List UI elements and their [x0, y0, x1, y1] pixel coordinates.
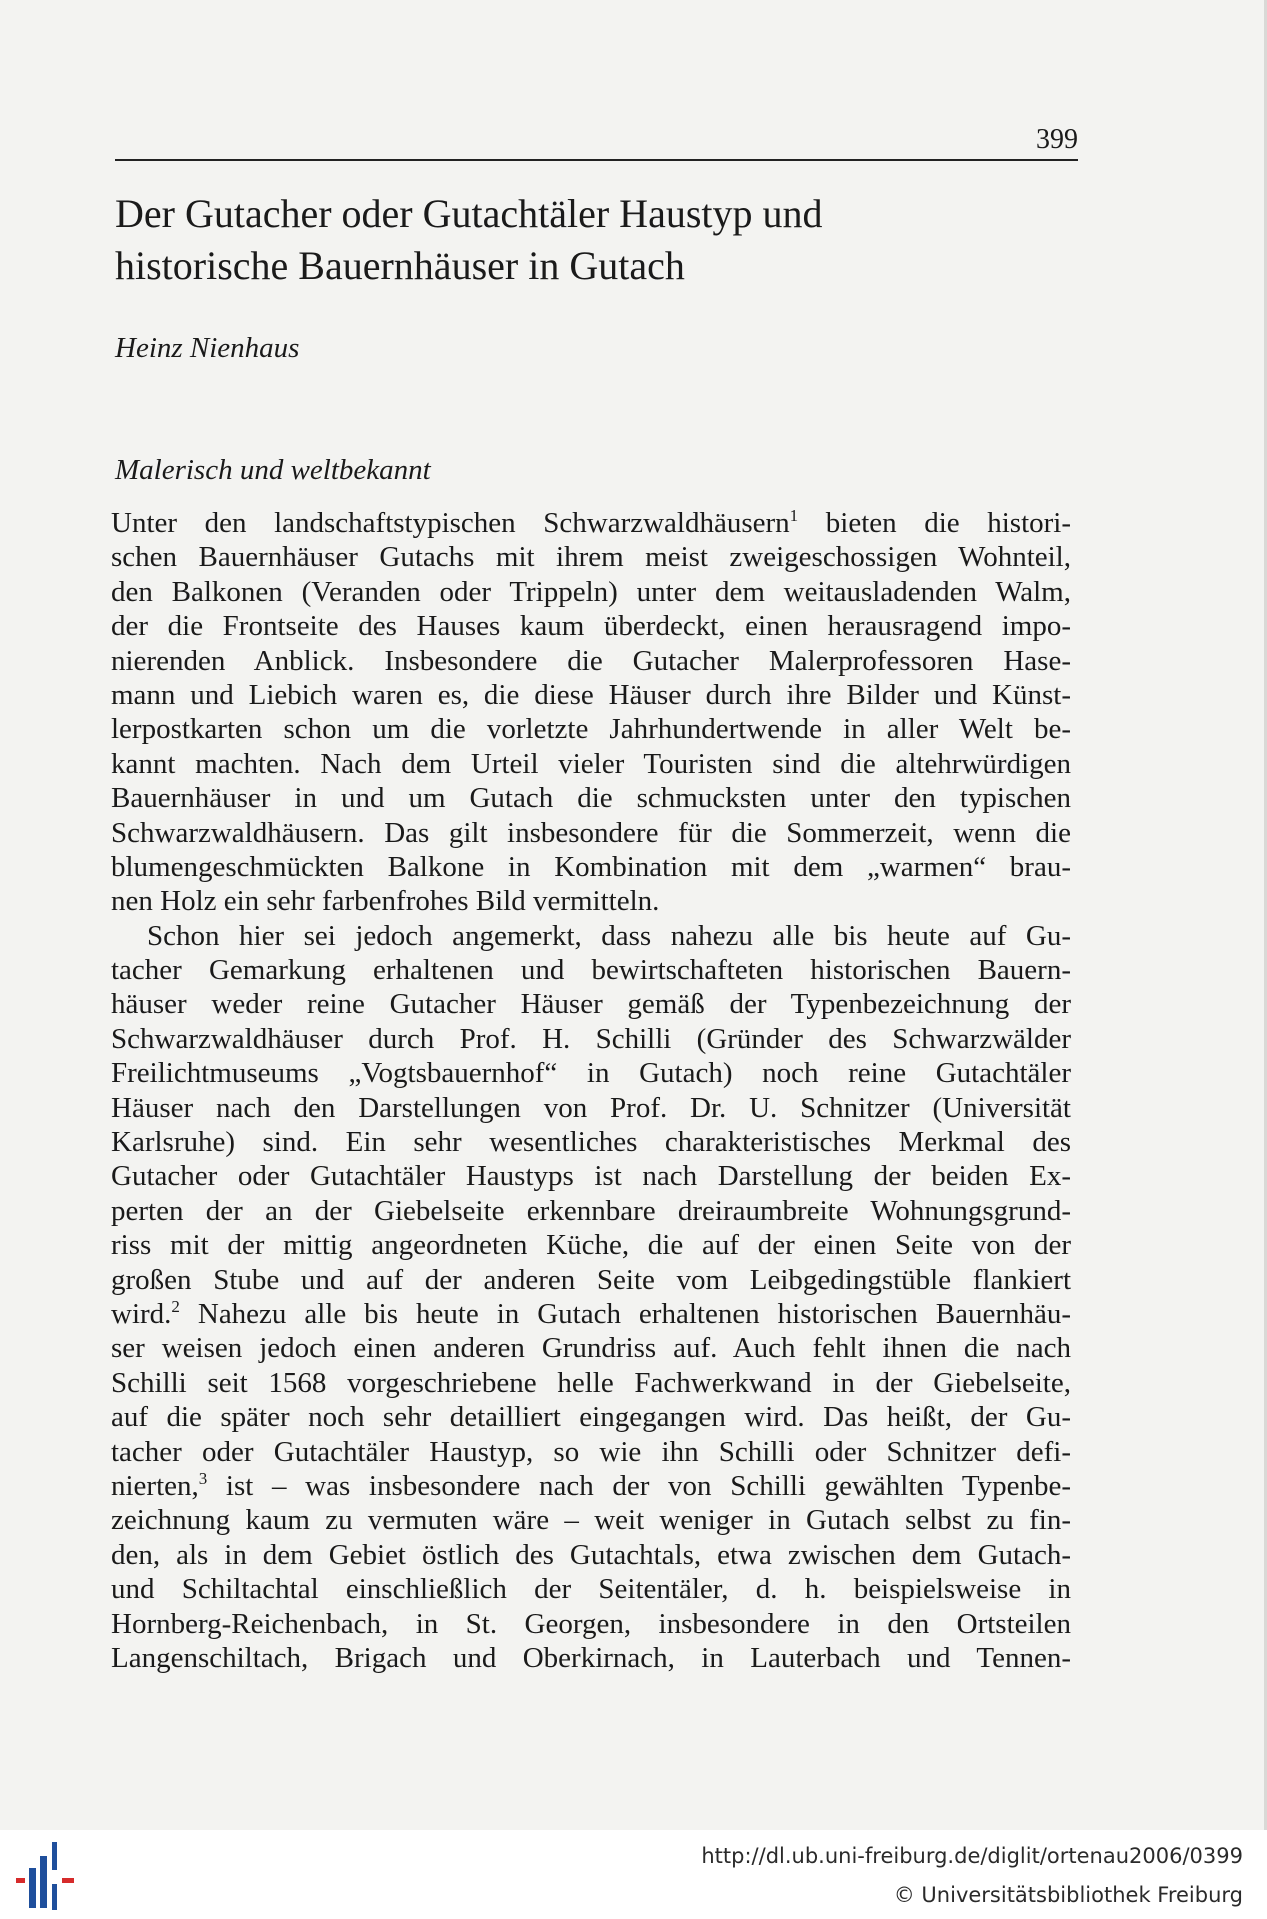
- text-line: blumengeschmückten Balkone in Kombination mit dem „warmen“ brau-: [111, 850, 1071, 883]
- footnote-marker[interactable]: 3: [198, 1468, 208, 1488]
- header-rule: [115, 159, 1078, 161]
- text-line: Langenschiltach, Brigach und Oberkirnach, in Lauterbach und Tennen-: [111, 1641, 1071, 1674]
- source-url-link[interactable]: http://dl.ub.uni-freiburg.de/diglit/ortenau2006/0399: [701, 1844, 1243, 1868]
- section-heading: Malerisch und weltbekannt: [115, 454, 431, 486]
- article-title-line-2: historische Bauernhäuser in Gutach: [115, 243, 685, 288]
- text-line-segment: nierten,: [111, 1469, 199, 1502]
- text-line: den Balkonen (Veranden oder Trippeln) unter dem weitausladenden Walm,: [111, 575, 1071, 608]
- author-name: Heinz Nienhaus: [115, 332, 300, 364]
- body-text: [111, 506, 1071, 1675]
- text-line: Schilli seit 1568 vorgeschriebene helle Fachwerkwand in der Giebelseite,: [111, 1366, 1071, 1399]
- text-line: tacher Gemarkung erhaltenen und bewirtschafteten historischen Bauern-: [111, 954, 1071, 987]
- text-line: ser weisen jedoch einen anderen Grundriss auf. Auch fehlt ihnen die nach: [111, 1332, 1071, 1365]
- text-line: der die Frontseite des Hauses kaum überdeckt, einen herausragend impo-: [111, 610, 1071, 643]
- text-line: Schwarzwaldhäusern. Das gilt insbesondere für die Sommerzeit, wenn die: [111, 816, 1071, 849]
- text-line: großen Stube und auf der anderen Seite vom Leibgedingstüble flankiert: [111, 1263, 1071, 1296]
- text-line: perten der an der Giebelseite erkennbare dreiraumbreite Wohnungsgrund-: [111, 1194, 1071, 1227]
- text-line: lerpostkarten schon um die vorletzte Jahrhundertwende in aller Welt be-: [111, 713, 1071, 746]
- text-line: Schon hier sei jedoch angemerkt, dass nahezu alle bis heute auf Gu-: [147, 919, 1071, 952]
- text-line-segment: ist – was insbesondere nach der von Schilli gewählten Typenbe-: [207, 1469, 1071, 1502]
- text-line: zeichnung kaum zu vermuten wäre – weit weniger in Gutach selbst zu fin-: [111, 1504, 1071, 1537]
- text-line: häuser weder reine Gutacher Häuser gemäß der Typenbezeichnung der: [111, 988, 1071, 1021]
- text-line: mann und Liebich waren es, die diese Häuser durch ihre Bilder und Künst-: [111, 678, 1071, 711]
- footnote-marker[interactable]: 1: [789, 506, 799, 525]
- text-line: tacher oder Gutachtäler Haustyp, so wie ihn Schilli oder Schnitzer defi-: [111, 1435, 1071, 1468]
- text-line: [111, 506, 1071, 540]
- text-line: Gutacher oder Gutachtäler Haustyps ist nach Darstellung der beiden Ex-: [111, 1160, 1071, 1193]
- text-line: Freilichtmuseums „Vogtsbauernhof“ in Gutach) noch reine Gutachtäler: [111, 1057, 1071, 1090]
- text-line: schen Bauernhäuser Gutachs mit ihrem meist zweigeschossigen Wohnteil,: [111, 541, 1071, 574]
- text-line: auf die später noch sehr detailliert eingegangen wird. Das heißt, der Gu-: [111, 1401, 1071, 1434]
- text-line-segment: bieten die histori-: [798, 507, 1071, 539]
- text-line: [111, 1297, 1071, 1331]
- text-line: nierenden Anblick. Insbesondere die Gutacher Malerprofessoren Hase-: [111, 644, 1071, 677]
- article-title: [115, 188, 1055, 292]
- text-line: kannt machten. Nach dem Urteil vieler Touristen sind die altehrwürdigen: [111, 747, 1071, 780]
- text-line-segment: wird.: [111, 1297, 172, 1330]
- text-line: Häuser nach den Darstellungen von Prof. Dr. U. Schnitzer (Universität: [111, 1091, 1071, 1124]
- article-title-line-1: Der Gutacher oder Gutachtäler Haustyp und: [115, 191, 823, 236]
- ub-freiburg-logo-icon[interactable]: [14, 1840, 78, 1912]
- footnote-marker[interactable]: 2: [171, 1296, 180, 1316]
- text-line: riss mit der mittig angeordneten Küche, die auf der einen Seite von der: [111, 1229, 1071, 1262]
- text-line-segment: Unter den landschaftstypischen Schwarzwaldhäusern: [111, 507, 790, 539]
- page-number: 399: [1036, 124, 1078, 155]
- text-line: [111, 1469, 1071, 1503]
- text-line: Hornberg-Reichenbach, in St. Georgen, insbesondere in den Ortsteilen: [111, 1607, 1071, 1640]
- text-line: Karlsruhe) sind. Ein sehr wesentliches charakteristisches Merkmal des: [111, 1126, 1071, 1159]
- text-line: Bauernhäuser in und um Gutach die schmucksten unter den typischen: [111, 782, 1071, 815]
- text-line: nen Holz ein sehr farbenfrohes Bild vermitteln.: [111, 885, 660, 918]
- text-line-segment: Nahezu alle bis heute in Gutach erhaltenen historischen Bauernhäu-: [179, 1297, 1071, 1330]
- text-line: den, als in dem Gebiet östlich des Gutachtals, etwa zwischen dem Gutach-: [111, 1538, 1071, 1571]
- text-line: Schwarzwaldhäuser durch Prof. H. Schilli (Gründer des Schwarzwälder: [111, 1022, 1071, 1055]
- text-line: und Schiltachtal einschließlich der Seitentäler, d. h. beispielsweise in: [111, 1573, 1071, 1606]
- copyright-notice: © Universitätsbibliothek Freiburg: [893, 1883, 1243, 1907]
